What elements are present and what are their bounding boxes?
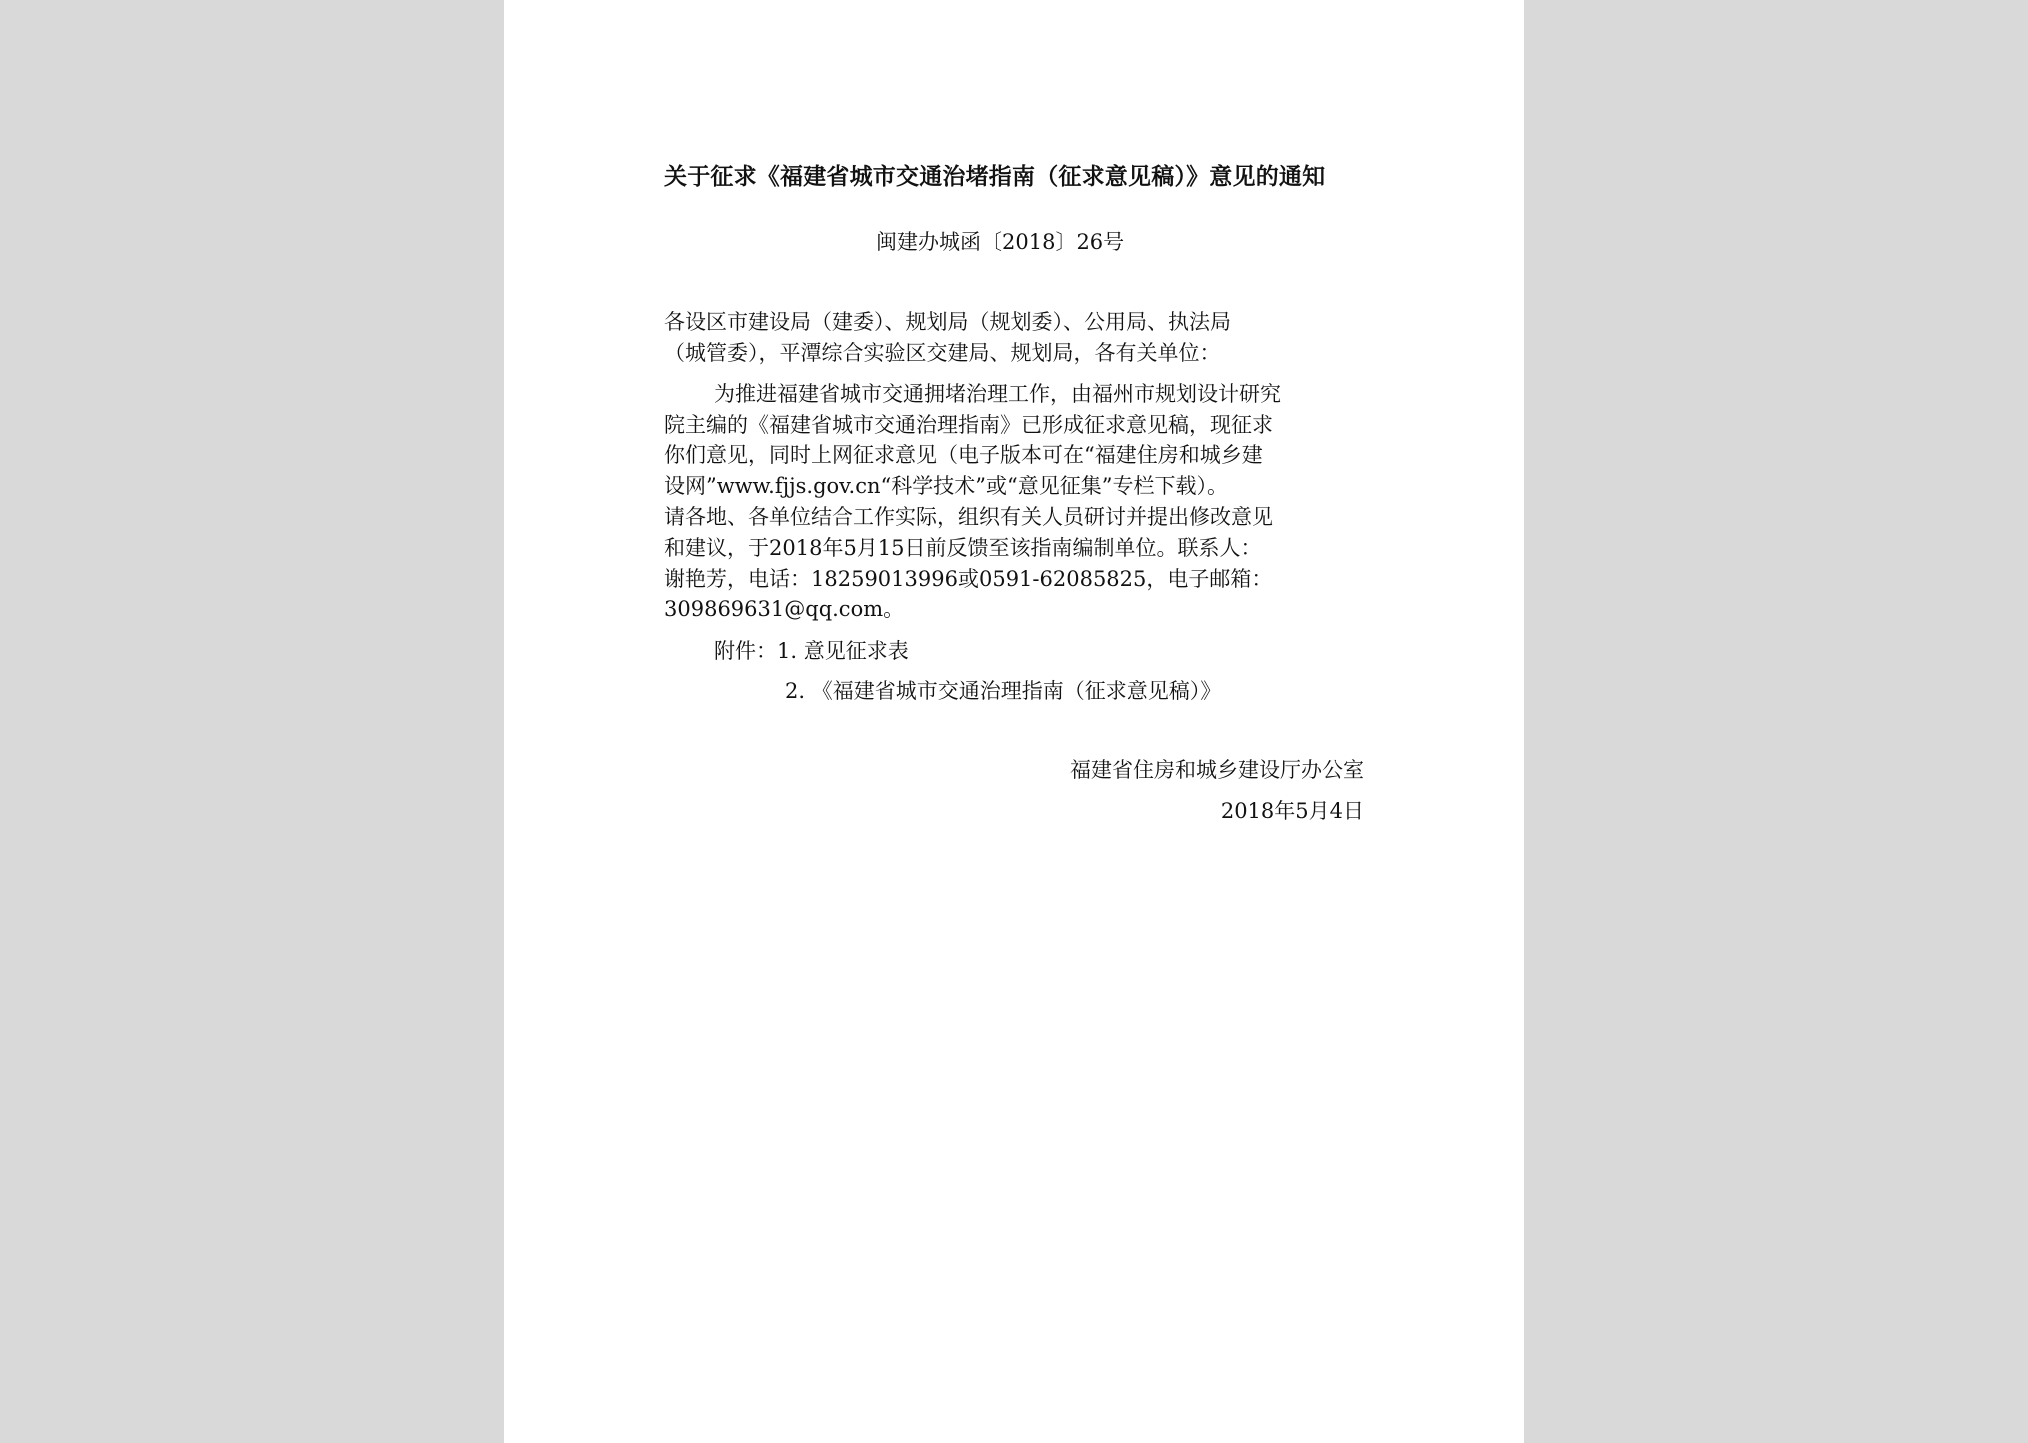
body-line-2: 院主编的《福建省城市交通治理指南》已形成征求意见稿，现征求 [664,413,1273,437]
body-line-8: 309869631@qq.com。 [664,597,905,621]
document-page [504,0,1524,1443]
recipients-line-1: 各设区市建设局（建委）、规划局（规划委）、公用局、执法局 [664,310,1231,334]
body-line-3: 你们意见，同时上网征求意见（电子版本可在“福建住房和城乡建 [664,443,1263,467]
document-number: 闽建办城函〔2018〕26号 [876,230,1125,254]
body-line-6: 和建议，于2018年5月15日前反馈至该指南编制单位。联系人： [664,536,1262,560]
issue-date: 2018年5月4日 [1220,799,1364,823]
attachment-2: 2. 《福建省城市交通治理指南（征求意见稿）》 [785,679,1222,703]
attachment-1: 附件：1. 意见征求表 [714,639,909,663]
body-line-4: 设网”www.fjjs.gov.cn“科学技术”或“意见征集”专栏下载）。 [664,474,1228,498]
document-title: 关于征求《福建省城市交通治堵指南（征求意见稿）》意见的通知 [664,164,1326,190]
body-line-1: 为推进福建省城市交通拥堵治理工作，由福州市规划设计研究 [714,382,1281,406]
body-line-7: 谢艳芳，电话：18259013996或0591-62085825，电子邮箱： [664,567,1273,591]
issuer-name: 福建省住房和城乡建设厅办公室 [1070,758,1364,782]
recipients-line-2: （城管委），平潭综合实验区交建局、规划局，各有关单位： [664,341,1221,365]
body-line-5: 请各地、各单位结合工作实际，组织有关人员研讨并提出修改意见 [664,505,1273,529]
